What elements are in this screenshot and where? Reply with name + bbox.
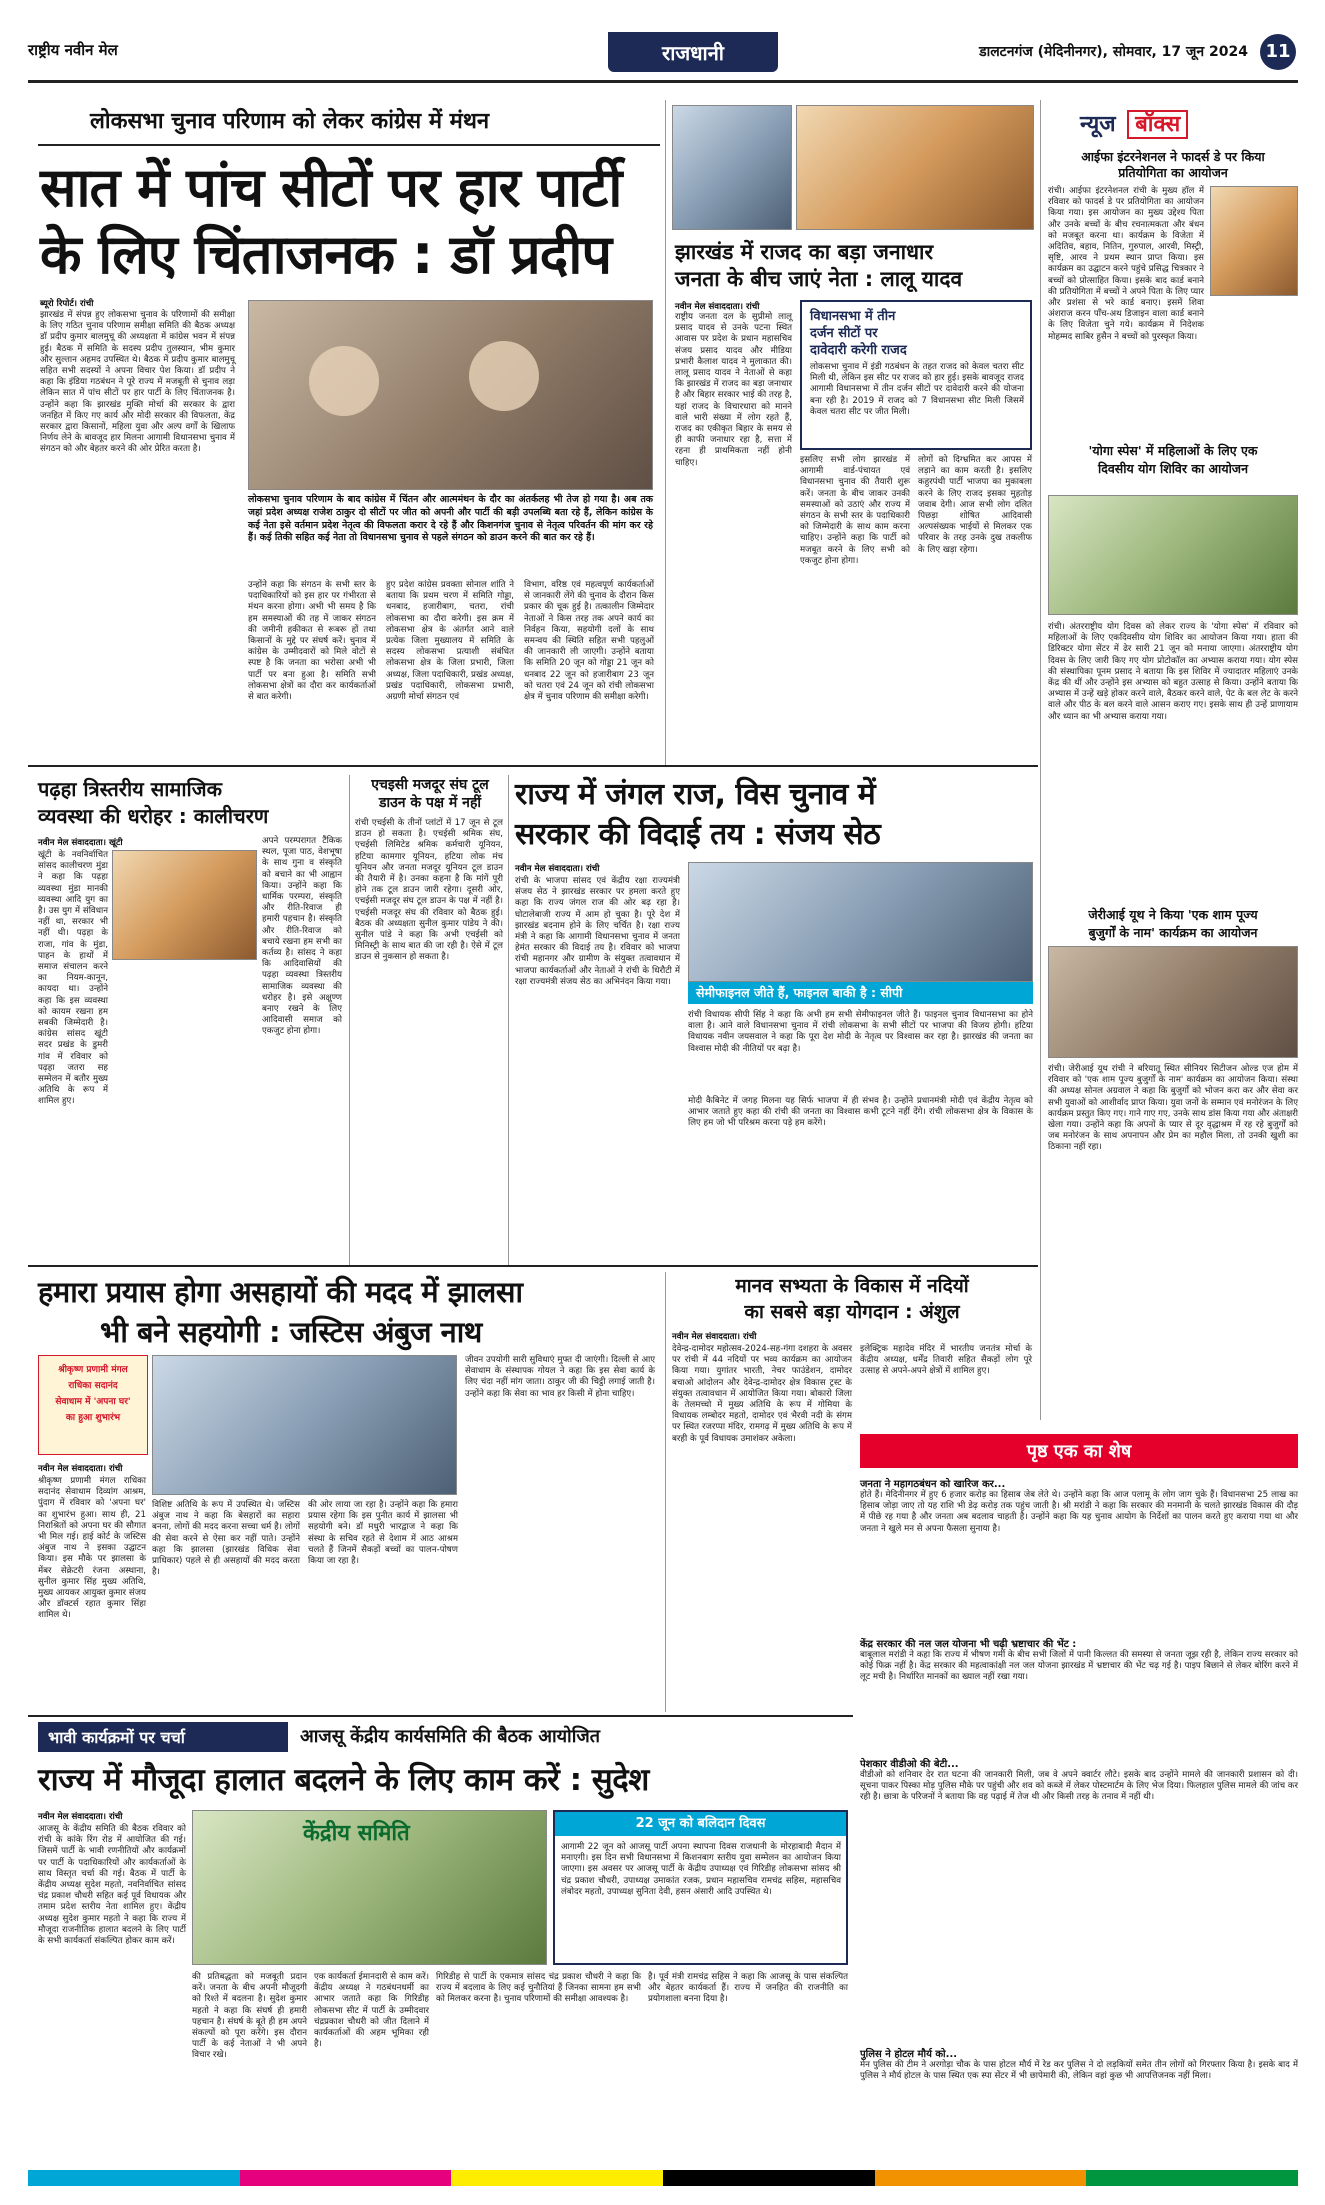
newsbox-item1-title-2: प्रतियोगिता का आयोजन bbox=[1118, 165, 1228, 180]
lead-col-2: उन्होंने कहा कि संगठन के सभी स्तर के पदाधिकारियों को इस हार पर गंभीरता से मंथन करना होगा। अभी भी समय है कि हम समस्याओं की तह में जाकर संगठन की जमीनी हकीकत से रूबरू हों तथा किसानों के मुद्दे पर संघर्ष करें। चुनाव में कांग्रेस के उम्मीदवारों को मिले वोटों से स्पष्ट है कि जनता का भरोसा अभी भी पार्टी पर बना हुआ है। समिति सभी लोकसभा क्षेत्रों का दौरा कर कार्यकर्ताओं से बात करेगी। bbox=[248, 580, 376, 703]
trist-col-1: खूंटी के नवनिर्वाचित सांसद कालीचरण मुंडा ने कहा कि पढ़हा व्यवस्था मुंडा मानकी व्यवस्था आदि युग का है। उस युग में संविधान नहीं था, सरकार भी नहीं थी। पढ़हा के राजा, गांव के मुंडा, पाहन के हाथों में समाज संचालन करने का नियम-कानून, कायदा था। उन्होंने कहा कि इस व्यवस्था को कायम रखना हम सबकी जिम्मेदारी है। कांग्रेस सांसद खूंटी सदर प्रखंड के डुमरी गांव में रविवार को पढ़हा जतरा सह सम्मेलन में बतौर मुख्य अतिथि के रूप में शामिल हुए। bbox=[38, 850, 108, 1107]
newsbox-item1-title-1: आईफा इंटरनेशनल ने फादर्स डे पर किया bbox=[1081, 149, 1265, 164]
person-icon bbox=[469, 341, 539, 411]
jungle-photo-caption: सेमीफाइनल जीते हैं, फाइनल बाकी है : सीपी bbox=[688, 982, 1033, 1004]
lead-headline-2: के लिए चिंताजनक : डॉ प्रदीप bbox=[40, 223, 612, 286]
jhalsa-photo-label-1: श्रीकृष्ण प्रणामी मंगल bbox=[58, 1365, 128, 1375]
rjd-sidebox-title-1: विधानसभा में तीन bbox=[810, 309, 896, 324]
nadi-headline-1: मानव सभ्यता के विकास में नदियों bbox=[735, 1275, 969, 1297]
jhalsa-photo-label-3: सेवाधाम में 'अपना घर' bbox=[55, 1397, 131, 1407]
swatch bbox=[1086, 2170, 1298, 2186]
rjd-sidebox-title-3: दावेदारी करेगी राजद bbox=[810, 343, 907, 358]
ajsu-photo-banner: केंद्रीय समिति bbox=[303, 1821, 410, 1846]
lead-col-1: झारखंड में संपन्न हुए लोकसभा चुनाव के परिणामों की समीक्षा के लिए गठित चुनाव परिणाम समीक्षा समिति की बैठक अध्यक्ष डॉ प्रदीप कुमार बालमुचू की अध्यक्षता में कांग्रेस भवन में संपन्न हुई। बैठक में समिति के सदस्य प्रदीप तुलस्यान, भीम कुमार और सुल्तान अहमद उपस्थित थे। बैठक में प्रदीप कुमार बालमुचू सहित सभी सदस्यों ने अपना विचार पेश किया। डॉ प्रदीप ने कहा कि इंडिया गठबंधन ने पूरे राज्य में मजबूती से चुनाव लड़ा लेकिन सात में पांच सीटों पर हार पार्टी के लिए चिंताजनक है। उन्होंने कहा कि झारखंड मुक्ति मोर्चा की सरकार के द्वारा जनहित में किए गए कार्य और मोदी सरकार की विफलता, केंद्र सरकार द्वारा किसानों, महिला युवा और अल्प वर्गों के खिलाफ निर्णय लेने के बावजूद हार मिलना आगामी विधानसभा चुनाव में संगठन को और बेहतर करने की ओर प्रेरित करता है। bbox=[40, 310, 235, 455]
rjd-byline: नवीन मेल संवाददाता। रांची bbox=[675, 302, 760, 312]
nadi-col-2: इलेक्ट्रिक महादेव मंदिर में भारतीय जनतंत्र मोर्चा के केंद्रीय अध्यक्ष, धर्मेंद्र तिवारी सहित सैकड़ों लोग पूरे उत्साह से अपने-अपने क्षेत्रों में शामिल हुए। bbox=[860, 1344, 1032, 1377]
jungle-headline-1: राज्य में जंगल राज, विस चुनाव में bbox=[515, 777, 876, 812]
swatch bbox=[875, 2170, 1087, 2186]
jhalsa-headline-1: हमारा प्रयास होगा असहायों की मदद में झालसा bbox=[38, 1275, 523, 1309]
person-icon bbox=[309, 346, 379, 416]
lead-col-3: हुए प्रदेश कांग्रेस प्रवक्ता सोनाल शांति ने बताया कि प्रथम चरण में समिति गोड्डा, धनबाद, हजारीबाग, चतरा, रांची लोकसभा का दौरा करेगी। इस क्रम में लोकसभा क्षेत्र के अंतर्गत आने वाले प्रत्येक जिला मुख्यालय में समिति के सदस्य लोकसभा प्रत्याशी संबंधित लोकसभा क्षेत्र के जिला प्रभारी, जिला अध्यक्ष, जिला पदाधिकारी, प्रखंड अध्यक्ष, प्रखंड पदाधिकारी, लोकसभा प्रभारी, अग्रणी मोर्चा संगठन एवं bbox=[386, 580, 514, 703]
col-divider bbox=[1040, 100, 1041, 1420]
ajsu-tag-text: भावी कार्यक्रमों पर चर्चा bbox=[48, 1728, 185, 1747]
jhalsa-photo-label-4: का हुआ शुभारंभ bbox=[65, 1413, 121, 1423]
section-rule bbox=[28, 1265, 1038, 1267]
col-divider bbox=[665, 100, 666, 765]
color-registration-strip bbox=[28, 2170, 1298, 2186]
continued-item2-title: केंद्र सरकार की नल जल योजना भी चढ़ी भ्रष्टाचार की भेंट : bbox=[860, 1639, 1077, 1650]
rjd-col-2: इसलिए सभी लोग झारखंड में आगामी वार्ड-पंचायत एवं विधानसभा चुनाव की तैयारी शुरू करें। जनता के बीच जाकर उनकी समस्याओं को उठाएं और राज्य में संगठन के सभी स्तर के पदाधिकारी को जिम्मेदारी के साथ काम करना चाहिए। उन्होंने कहा कि पार्टी को मजबूत करने के लिए सभी को एकजुट होना होगा। bbox=[800, 455, 910, 566]
jhalsa-photo bbox=[152, 1355, 457, 1495]
jungle-photo bbox=[688, 862, 1033, 982]
trist-headline-2: व्यवस्था की धरोहर : कालीचरण bbox=[38, 804, 269, 828]
newsbox-label bbox=[1080, 108, 1188, 138]
trist-photo bbox=[112, 850, 257, 960]
newsbox-item2-photo bbox=[1048, 495, 1298, 615]
masthead-rule bbox=[28, 80, 1298, 83]
jungle-col-1: रांची के भाजपा सांसद एवं केंद्रीय रक्षा राज्यमंत्री संजय सेठ ने झारखंड सरकार पर हमला करते हुए कहा कि राज्य जंगल राज की ओर बढ़ रहा है। घोटालेबाजी राज्य में आम हो चुका है। पूरे देश में झारखंड बदनाम होने के लिए चर्चित है। रक्षा राज्य मंत्री ने कहा कि आगामी विधानसभा चुनाव में जनता हेमंत सरकार की विदाई तय है। रविवार को भाजपा रांची महानगर और ग्रामीण के संयुक्त तत्वावधान में भाजपा कार्यकर्ताओं और नेताओं ने रांची के धिरौटी में रक्षा राज्यमंत्री संजय सेठ का अभिनंदन किया गया। bbox=[515, 876, 680, 987]
col-divider bbox=[508, 775, 509, 1265]
swatch bbox=[663, 2170, 875, 2186]
ajsu-sidebox bbox=[553, 1810, 848, 1965]
swatch bbox=[240, 2170, 452, 2186]
continued-item3-title: पेशकार वीडीओ की बेटी... bbox=[860, 1759, 959, 1770]
col-divider bbox=[349, 775, 350, 1265]
ajsu-col-5: है। पूर्व मंत्री रामचंद्र सहिस ने कहा कि आजसू के पास संकल्पित और बेहतर कार्यकर्ता हैं। राज्य में जनहित की राजनीति का प्रयोगशाला बनना दिया है। bbox=[648, 1972, 848, 2005]
page-number: 11 bbox=[1260, 34, 1296, 70]
lead-kicker: लोकसभा चुनाव परिणाम को लेकर कांग्रेस में मंथन bbox=[90, 109, 490, 134]
continued-item1-title: जनता ने महागठबंधन को खारिज कर... bbox=[860, 1479, 1006, 1490]
ajsu-sidebox-text: आगामी 22 जून को आजसू पार्टी अपना स्थापना दिवस राजधानी के मोरहाबादी मैदान में मनाएगी। इस दिन सभी विधानसभा में किशनबाग स्तरीय युवा सम्मेलन का आयोजन किया जाएगा। इस अवसर पर आजसू पार्टी के केंद्रीय उपाध्यक्ष एवं गिरिडीह लोकसभा सांसद श्री चंद्र प्रकाश चौधरी, उपाध्यक्ष उमाकांत रजक, प्रधान महासचिव रामचंद्र सहिस, महासचिव लंबोदर महतो, उपाध्यक्ष सुनिता देवी, हसन अंसारी आदि उपस्थित थे। bbox=[561, 1842, 841, 1897]
lead-headline-1: सात में पांच सीटों पर हार पार्टी bbox=[40, 156, 622, 219]
continued-item4-title: पुलिस ने होटल मौर्य को... bbox=[860, 2049, 958, 2060]
continued-banner bbox=[860, 1434, 1298, 1468]
rjd-col-1: राष्ट्रीय जनता दल के सुप्रीमो लालू प्रसाद यादव से उनके पटना स्थित आवास पर प्रदेश के प्रधान महासचिव संजय प्रसाद यादव और मीडिया प्रभारी कैलाश यादव ने मुलाकात की। लालू प्रसाद यादव ने नेताओं से कहा कि झारखंड में राजद का बड़ा जनाधार है और बिहार सरकार भाई की तरह है, यहां राजद के विचारधारा को मानने वाले भारी संख्या में लोग रहते हैं, राजद का एकीकृत बिहार के समय से ही काफी जनाधार रहा है, सत्ता में रहना ही प्राथमिकता नहीं होनी चाहिए। bbox=[675, 312, 792, 468]
col-divider bbox=[665, 1272, 666, 1712]
nadi-headline-2: का सबसे बड़ा योगदान : अंशुल bbox=[744, 1301, 960, 1323]
ajsu-photo bbox=[192, 1810, 547, 1965]
kicker-rule bbox=[38, 144, 660, 146]
rjd-photo-2 bbox=[796, 105, 1034, 230]
section-tab bbox=[608, 32, 778, 72]
dateline: डालटनगंज (मेदिनीनगर), सोमवार, 17 जून 2024 bbox=[979, 44, 1248, 60]
hec-col-1: रांची एचईसी के तीनों प्लांटों में 17 जून से टूल डाउन हो सकता है। एचईसी श्रमिक संघ, एचईसी लिमिटेड श्रमिक कर्मचारी यूनियन, हटिया कामगार यूनियन, हटिया लोक मंच यूनियन और जनता मजदूर यूनियन टूल डाउन की तैयारी में है। उनका कहना है कि मांगें पूरी होने तक टूल डाउन जारी रहेगा। दूसरी ओर, एचईसी मजदूर संघ टूल डाउन के पक्ष में नहीं है। एचईसी मजदूर संघ की रविवार को बैठक हुई। बैठक की अध्यक्षता सुनील कुमार पांडेय ने की। सुनील पांडे ने कहा कि अभी एचईसी को मिनिस्ट्री के साथ बात की जा रही है। ऐसे में टूल डाउन से नुकसान हो सकता है। bbox=[355, 818, 503, 963]
jungle-byline: नवीन मेल संवाददाता। रांची bbox=[515, 864, 600, 874]
lead-byline: ब्यूरो रिपोर्ट। रांची bbox=[40, 299, 94, 309]
newsbox-item2-title-1: 'योगा स्पेस' में महिलाओं के लिए एक bbox=[1088, 443, 1258, 458]
swatch bbox=[451, 2170, 663, 2186]
newsbox-item3-text: रांची। जेरीआई यूथ रांची ने बरियातू स्थित सीनियर सिटीजन ओल्ड एज होम में रविवार को 'एक शाम पूज्य बुजुर्गों के नाम' कार्यक्रम का आयोजन किया। संस्था की अध्यक्ष सोनल अग्रवाल ने कहा कि बुजुर्गों को भोजन करा कर और सेवा कर सभी युवाओं को आशीर्वाद प्राप्त किया। युवा जनों के सम्मान एवं मनोरंजन के लिए कार्यक्रम प्रस्तुत किए गए। गाने गाए गए, उनके साथ डांस किया गया और अंताक्षरी खेला गया। उन्होंने कहा कि अपनों के प्यार से दूर वृद्धाश्रम में रह रहे बुजुर्गों को जब मनोरंजन के साथ अपनापन और प्रेम का महौल मिला, तो उनकी खुशी का ठिकाना नहीं रहा। bbox=[1048, 1064, 1298, 1153]
ajsu-col-4: गिरिडीह से पार्टी के एकमात्र सांसद चंद्र प्रकाश चौधरी ने कहा कि राज्य में बदलाव के लिए कई चुनौतियां हैं जिनका सामना हम सभी को मिलकर करना है। चुनाव परिणामों की समीक्षा आवश्यक है। bbox=[436, 1972, 641, 2005]
jhalsa-col-4: जीवन उपयोगी सारी सुविधाएं मुफ्त दी जाएंगी। दिल्ली से आए सेवाधाम के संस्थापक गोयल ने कहा कि इस सेवा कार्य के लिए चंदा नहीं मांग जाता। ठाकुर जी की चिट्ठी लगाई जाती है। उन्होंने कहा कि सेवा का भाव हर किसी में होना चाहिए। bbox=[465, 1355, 655, 1399]
newsbox-item3-title-2: बुजुर्गों के नाम' कार्यक्रम का आयोजन bbox=[1088, 925, 1258, 940]
rjd-photo-1 bbox=[672, 105, 792, 230]
newsbox-label-dark: न्यूज bbox=[1080, 112, 1116, 137]
ajsu-col-2: की प्रतिबद्धता को मजबूती प्रदान करें। जनता के बीच अपनी मौजूदगी को रिश्ते में बदलना है। सुदेश कुमार महतो ने कहा कि संघर्ष ही हमारी पहचान है। संघर्ष के बूते ही हम अपने संकल्पों को पूरा करेंगे। इस दौरान पार्टी के कई नेताओं ने भी अपने विचार रखे। bbox=[192, 1972, 307, 2061]
jhalsa-col-2: विशिष्ट अतिथि के रूप में उपस्थित थे। जस्टिस अंबुज नाथ ने कहा कि बेसहारों का सहारा बनना, लोगों की मदद करना सच्चा धर्म है। लोगों की सेवा करने से ऐसा कर नहीं पाते। उन्होंने कहा कि झालसा (झारखंड विधिक सेवा प्राधिकार) पहले से ही असहायों की मदद करता है। bbox=[152, 1500, 300, 1578]
masthead bbox=[28, 30, 1298, 80]
rjd-sidebox-title-2: दर्जन सीटों पर bbox=[810, 326, 878, 341]
rjd-sidebox-text: लोकसभा चुनाव में इंडी गठबंधन के तहत राजद को केवल चतरा सीट मिली थी, लेकिन इस सीट पर राजद को हार हुई। इसके बावजूद राजद आगामी विधानसभा में तीन दर्जन सीटों पर दावेदारी करने की योजना बना रही है। 2019 में राजद को 7 विधानसभा सीट मिली जिसमें केवल चतरा सीट पर जीत मिली। bbox=[810, 362, 1024, 417]
rjd-sidebox bbox=[800, 300, 1032, 450]
jhalsa-photo-label bbox=[38, 1355, 148, 1455]
continued-banner-title: पृष्ठ एक का शेष bbox=[1026, 1441, 1132, 1462]
rjd-col-3: लोगों को दिग्भ्रमित कर आपस में लड़ाने का काम करती है। इसलिए कहुरपंथी पार्टी भाजपा का मुकाबला करने के लिए राजद इसका मुहतोड़ जवाब देगी। आज सभी लोग दलित पिछड़ा शोषित आदिवासी अल्पसंख्यक भाईयों से मिलकर एक परिवार के तरह उनके दुख तकलीफ के लिए खड़ा रहेगा। bbox=[918, 455, 1032, 555]
continued-item3-text: वीडीओ को शनिवार देर रात घटना की जानकारी मिली, जब वे अपने क्वार्टर लौटे। इसके बाद उन्होंने मामले की जानकारी प्रशासन को दी। सूचना पाकर पिस्का मोड़ पुलिस मौके पर पहुंची और शव को कब्जे में लेकर पोस्टमार्टम के लिए भेज दिया। फिलहाल पुलिस मामले की जांच कर रही है। छात्रा के परिजनों ने बताया कि वह पढ़ाई में तेज थी और किसी तरह के तनाव में नहीं थी। bbox=[860, 1770, 1298, 1803]
ajsu-col-1: आजसू के केंद्रीय समिति की बैठक रविवार को रांची के कांके रिंग रोड में आयोजित की गई। जिसमें पार्टी के भावी रणनीतियों और कार्यक्रमों पर पार्टी के पदाधिकारियों और कार्यकर्ताओं के साथ विस्तृत चर्चा की गई। बैठक में पार्टी के केंद्रीय अध्यक्ष सुदेश महतो, नवनिर्वाचित सांसद चंद्र प्रकाश चौधरी सहित कई पूर्व विधायक और तमाम प्रदेश स्तरीय नेता शामिल हुए। केंद्रीय अध्यक्ष सुदेश कुमार महतो ने कहा कि राज्य में मौजूदा राजनीतिक हालात बदलने के लिए पार्टी के सभी कार्यकर्ता संकल्पित होकर काम करें। bbox=[38, 1824, 186, 1947]
jungle-headline-2: सरकार की विदाई तय : संजय सेठ bbox=[515, 817, 881, 852]
newsbox-item3-title-1: जेरीआई यूथ ने किया 'एक शाम पूज्य bbox=[1088, 907, 1258, 922]
continued-item1-text: होते हैं। मेदिनीनगर में हुए 6 हजार करोड़ का हिसाब जेब लेते थे। उन्होंने कहा कि आज पलामू के लोग जाग चुके हैं। विधानसभा 25 लाख का हिसाब जोड़ा जाए तो यह राशि भी डेढ़ करोड़ तक पहुंच जाती है। श्री मरांडी ने कहा कि सरकार की मनमानी के चलते झारखंड विकास की दौड़ में पीछे रह गया है और जनता अब बदलाव चाहती है। उन्होंने कहा कि यह चुनाव आयोग के निर्देशों का पालन करते हुए कराया गया था और जनता ने खुले मन से अपना फैसला सुनाया है। bbox=[860, 1490, 1298, 1534]
jhalsa-byline: नवीन मेल संवाददाता। रांची bbox=[38, 1464, 123, 1474]
nadi-byline: नवीन मेल संवाददाता। रांची bbox=[672, 1332, 757, 1342]
ajsu-kicker: आजसू केंद्रीय कार्यसमिति की बैठक आयोजित bbox=[300, 1726, 600, 1747]
ajsu-col-3: एक कार्यकर्ता ईमानदारी से काम करें। केंद्रीय अध्यक्ष ने गठबंधनधर्मी का आभार जताते कहा कि गिरिडीह लोकसभा सीट में पार्टी के उम्मीदवार चंद्रप्रकाश चौधरी को जीत दिलाने में कार्यकर्ताओं की अहम भूमिका रही है। bbox=[314, 1972, 429, 2050]
jhalsa-headline-2: भी बने सहयोगी : जस्टिस अंबुज नाथ bbox=[100, 1315, 482, 1349]
trist-headline-1: पढ़हा त्रिस्तरीय सामाजिक bbox=[38, 777, 222, 801]
trist-byline: नवीन मेल संवाददाता। खूंटी bbox=[38, 838, 123, 848]
ajsu-headline: राज्य में मौजूदा हालात बदलने के लिए काम करें : सुदेश bbox=[38, 1762, 649, 1798]
jhalsa-col-3: की ओर लाया जा रहा है। उन्होंने कहा कि हमारा प्रयास रहेगा कि इस पुनीत कार्य में झालसा भी सहयोगी बने। डॉ मधुरी भारद्वाज ने कहा कि संस्था के सचिव रहते से देशाम में आठ आश्रम चलते हैं जिनमें सैकड़ों बच्चों का पालन-पोषण किया जा रहा है। bbox=[308, 1500, 458, 1567]
jhalsa-photo-label-2: राधिका सदानंद bbox=[68, 1381, 118, 1391]
section-rule bbox=[28, 1715, 853, 1717]
newsbox-item1-text-cont bbox=[1048, 300, 1298, 301]
lead-col-4: विभाग, वरिष्ठ एवं महत्वपूर्ण कार्यकर्ताओं से जानकारी लेंगे की चुनाव के दौरान किस प्रकार की चूक हुई है। तत्कालीन जिम्मेदार नेताओं ने किस तरह तक अपने कार्य का निर्वहन किया, सहयोगी दलों के साथ समन्वय की स्थिति सहित सभी पहलुओं की जानकारी ली जाएगी। उन्होंने बताया कि समिति 20 जून को गोड्डा 21 जून को धनबाद 22 जून को हजारीबाग 23 जून को चतरा एवं 24 जून को रांची लोकसभा क्षेत्र में चुनाव परिणाम की समीक्षा करेगी। bbox=[524, 580, 654, 703]
jungle-col-2: रांची विधायक सीपी सिंह ने कहा कि अभी हम सभी सेमीफाइनल जीते हैं। फाइनल चुनाव विधानसभा का होने वाला है। आने वाले विधानसभा चुनाव में रांची लोकसभा के सभी सीटों पर भाजपा की विजय होगी। हटिया विधायक नवीन जयसवाल ने कहा कि पूरा देश मोदी के नेतृत्व पर विश्वास कर रहा है। झारखंड की जनता का विश्वास मोदी की नीतियों पर बढ़ा है। bbox=[688, 1010, 1033, 1054]
lead-photo-caption: लोकसभा चुनाव परिणाम के बाद कांग्रेस में चिंतन और आत्ममंथन के दौर का अंतर्कलह भी तेज हो गया है। अब तक जहां प्रदेश अध्यक्ष राजेश ठाकुर दो सीटों पर जीत को अपनी और पार्टी की बड़ी उपलब्धि बता रहे हैं, लेकिन कांग्रेस के कई नेता इसे वर्तमान प्रदेश नेतृत्व की विफलता करार दे रहे हैं और किशनगंज चुनाव से नेतृत्व परिवर्तन की मांग कर रहे हैं। कई तिकी सहित कई नेता तो विधानसभा चुनाव से पहले संगठन को डाउन करने की बात कर रहे हैं। bbox=[248, 494, 653, 544]
ajsu-byline: नवीन मेल संवाददाता। रांची bbox=[38, 1812, 123, 1822]
jungle-col-3: मोदी कैबिनेट में जगह मिलना यह सिर्फ भाजपा में ही संभव है। उन्होंने प्रधानमंत्री मोदी एवं केंद्रीय नेतृत्व को आभार जताते हुए कहा की रांची की जनता का विश्वास कभी टूटने नहीं देंगे। रांची लोकसभा क्षेत्र के विकास के लिए हम जो भी परिश्रम करना पड़े हम करेंगे। bbox=[688, 1096, 1033, 1129]
hec-headline-1: एचइसी मजदूर संघ टूल bbox=[371, 777, 489, 793]
newsbox-item1-photo bbox=[1210, 186, 1298, 296]
lead-photo bbox=[248, 300, 653, 490]
nadi-col-1: देवेन्द्र-दामोदर महोत्सव-2024-सह-गंगा दशहरा के अवसर पर रांची में 44 नदियों पर भव्य कार्यक्रम का आयोजन किया गया। युगांतर भारती, नेचर फाउंडेशन, दामोदर बचाओ आंदोलन और देवेन्द्र-दामोदर क्षेत्र विकास ट्रस्ट के संयुक्त तत्वावधान में आयोजित किया गया। बोकारो जिला के तेलमच्चो में मुख्य अतिथि के रूप में गोमिया के विधायक लम्बोदर महतो, दामोदर एवं भैरवी नदी के संगम पर स्थित रजरप्पा मंदिर, रामगढ़ में मुख्य अतिथि के रूप में बरही के पूर्व विधायक उमाशंकर अकेला। bbox=[672, 1344, 852, 1444]
section-rule bbox=[28, 765, 1038, 767]
trist-col-2: अपने परम्परागत टैंकिक स्थल, पूजा पाठ, वेशभूषा के साथ गुना व संस्कृति को बचाने का भी आह्वान किया। उन्होंने कहा कि धार्मिक परम्परा, संस्कृति और रीति-रिवाज ही हमारी पहचान है। संस्कृति और रीति-रिवाज को बचाये रखना हम सभी का कर्तव्य है। सांसद ने कहा कि आदिवासियों की पढ़हा व्यवस्था त्रिस्तरीय सामाजिक व्यवस्था की धरोहर है। इसे अक्षुण्ण बनाए रखने के लिए आदिवासी समाज को एकजुट होना होगा। bbox=[262, 836, 342, 1037]
ajsu-tag bbox=[38, 1722, 288, 1752]
newsbox-item2-title-2: दिवसीय योग शिविर का आयोजन bbox=[1097, 461, 1249, 476]
paper-name: राष्ट्रीय नवीन मेल bbox=[28, 41, 118, 59]
newsbox-item1-text: रांची। आईफा इंटरनेशनल रांची के मुख्य हॉल में रविवार को फादर्स डे पर प्रतियोगिता का आयोजन किया गया। इस आयोजन का मुख्य उद्देश्य पिता और उनके बच्चों के बीच रचनात्मकता और बंधन को मजबूत करना था। कार्यक्रम के विजेता में अदितिव, बहाव, नितिन, गुरुपाल, आरवी, मिस्ट्री, सृष्टि, आरव ने प्रथम स्थान प्राप्त किया। इस कार्यक्रम का उद्घाटन करने पहुंचे प्रसिद्ध चित्रकार ने बच्चों को प्रोत्साहित किया। इसके बाद कार्ड बनाने की प्रतियोगिता में बच्चों ने अपने पिता के लिए प्यार और प्रशंसा से भरे कार्ड बनाए। इसमें शिवा अंशराज करन पाँच-अथ डिजाइन वाला कार्ड बनाने के लिए विजेता चुने गये। कार्यक्रम में निदेशक मोहम्मद साबिर हुसैन ने बच्चों को पुरस्कृत किया। bbox=[1048, 186, 1204, 342]
hec-headline-2: डाउन के पक्ष में नहीं bbox=[379, 795, 481, 811]
continued-item4-text: मेन पुलिस की टीम ने अरगोड़ा चौक के पास होटल मौर्य में रेड कर पुलिस ने दो लड़कियों समेत तीन लोगों को गिरफ्तार किया है। इसके बाद में पुलिस ने मौर्य होटल के पास स्थित एक स्पा सेंटर में भी छापेमारी की, लेकिन वहां कुछ भी आपत्तिजनक नहीं मिला। bbox=[860, 2060, 1298, 2082]
newsbox-label-red: बॉक्स bbox=[1127, 110, 1188, 139]
swatch bbox=[28, 2170, 240, 2186]
ajsu-sidebox-title: 22 जून को बलिदान दिवस bbox=[555, 1812, 846, 1836]
continued-item2-text: बाबूलाल मरांडी ने कहा कि राज्य में भीषण गर्मी के बीच सभी जिलों में पानी किल्लत की समस्या से जनता जूझ रही है, लेकिन राज्य सरकार को कोई फिक्र नहीं है। केंद्र सरकार की महत्वाकांक्षी नल जल योजना झारखंड में भ्रष्टाचार की भेंट चढ़ गई है। पाइप बिछाने से लेकर बोरिंग करने में लूट मची है। निर्धारित मानकों का ख्याल नहीं रखा गया। bbox=[860, 1650, 1298, 1683]
rjd-headline-2: जनता के बीच जाएं नेता : लालू यादव bbox=[675, 267, 963, 291]
rjd-headline-1: झारखंड में राजद का बड़ा जनाधार bbox=[675, 240, 934, 264]
newsbox-item3-photo bbox=[1048, 946, 1298, 1058]
newsbox-item2-text: रांची। अंतरराष्ट्रीय योग दिवस को लेकर राज्य के 'योगा स्पेस' में रविवार को महिलाओं के लिए एकदिवसीय योग शिविर का आयोजन किया गया। हाता की डिरिक्टर योगा सेंटर में ढेर सारी 21 जून को मनाया जाएगा। अंतरराष्ट्रीय योग दिवस के लिए जारी किए गए योग प्रोटोकॉल का अभ्यास कराया गया। योग स्पेस की संस्थापिका पूनम प्रसाद ने बताया कि इस शिविर में ज्यादातर महिलाएं उनके केंद्र की थीं और उन्होंने इस अभ्यास को बहुत उत्साह से किया। उन्होंने बताया कि अभ्यास में उन्हें खड़े होकर करने वाले, बैठकर करने वाले, पेट के बल लेट के करने वाले और पीठ के बल करने वाले आसन कराए गए। इसके साथ ही उन्हें प्राणायाम और ध्यान का भी अभ्यास कराया गया। bbox=[1048, 622, 1298, 722]
jhalsa-col-1: श्रीकृष्ण प्रणामी मंगल राधिका सदानंद सेवाधाम दिव्यांग आश्रम, पुंदाग में रविवार को 'अपना घर' का शुभारंभ हुआ। साथ ही, 21 निराश्रितों को अपना घर की सौगात भी मिल गई। हाई कोर्ट के जस्टिस अंबुज नाथ ने इसका उद्घाटन किया। इस मौके पर झालसा के मेंबर सेक्रेटरी रंजना अस्थाना, सुनील कुमार सिंह मुख्य अतिथि, मुख्य आयकर आयुक्त कुमार संजय और डॉक्टर्स रहात कुमार सिंहा शामिल थे। bbox=[38, 1476, 146, 1621]
section-title: राजधानी bbox=[662, 40, 724, 65]
